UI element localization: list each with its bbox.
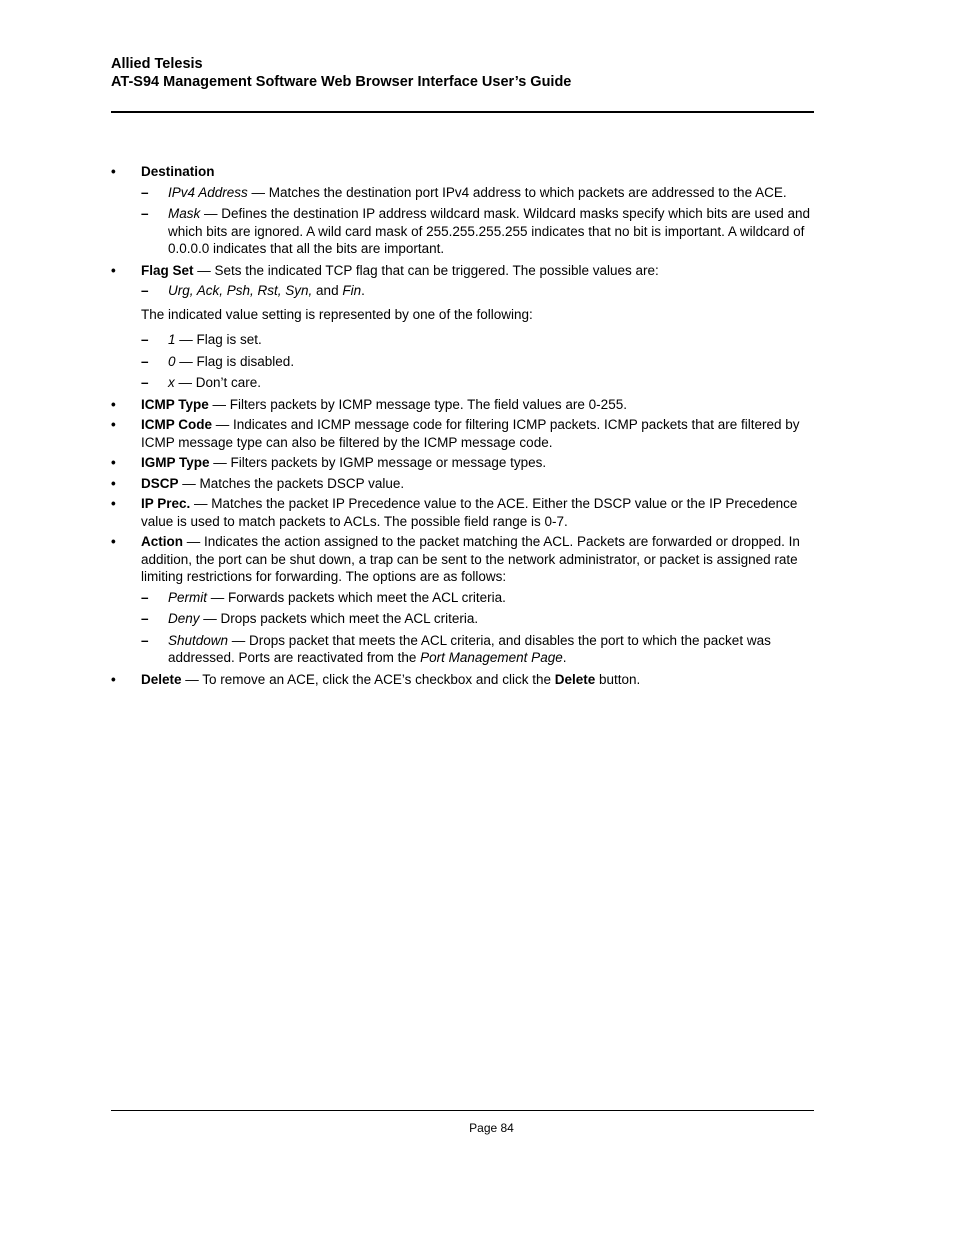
- bullet-dscp: [111, 475, 814, 493]
- dash-glyph: –: [141, 206, 149, 221]
- permit-text: — Forwards packets which meet the ACL criteria.: [207, 589, 506, 605]
- flag-x-text: — Don’t care.: [174, 375, 262, 390]
- flag-set-text: — Sets the indicated TCP flag that can be triggered. The possible values are:: [193, 262, 659, 278]
- dash-glyph: –: [141, 632, 149, 648]
- deny-term: Deny: [168, 611, 200, 626]
- bullet-igmp-type: [111, 454, 814, 472]
- delete-text: — To remove an ACE, click the ACE’s checkbox and click the: [181, 671, 555, 687]
- sub-action-shutdown: [111, 632, 814, 667]
- page-content: [111, 163, 814, 691]
- flag-1-text: — Flag is set.: [175, 332, 262, 347]
- bullet-glyph: •: [111, 496, 116, 511]
- flag-values-italic: Urg, Ack, Psh, Rst, Syn,: [168, 283, 313, 298]
- bullet-flag-set: [111, 262, 814, 280]
- flag-1-term: 1: [168, 332, 176, 347]
- bullet-ip-prec: [111, 495, 814, 530]
- flag-indicated-paragraph: The indicated value setting is represented by one of the following:: [141, 306, 533, 322]
- dscp-text: — Matches the packets DSCP value.: [178, 475, 405, 491]
- sub-action-deny: [111, 610, 814, 628]
- permit-term: Permit: [168, 589, 208, 605]
- igmp-type-label: IGMP Type: [141, 455, 210, 470]
- ip-prec-text: — Matches the packet IP Precedence value to the ACE. Either the DSCP value or the IP Precedence value is used to match packets to ACLs. The possible field range is 0-7.: [141, 496, 798, 529]
- flag-0-text: — Flag is disabled.: [175, 353, 295, 369]
- sub-flag-values: [111, 282, 814, 300]
- dash-glyph: –: [141, 589, 149, 605]
- bullet-glyph: •: [111, 262, 116, 278]
- deny-text: — Drops packets which meet the ACL criteria.: [199, 611, 479, 626]
- shutdown-term: Shutdown: [168, 632, 229, 648]
- document-title: AT-S94 Management Software Web Browser Interface User’s Guide: [111, 74, 572, 90]
- flag-set-label: Flag Set: [141, 262, 194, 278]
- icmp-code-label: ICMP Code: [141, 417, 213, 432]
- port-management-page-ref: Port Management Page: [420, 650, 563, 665]
- sub-mask: [111, 205, 814, 258]
- bullet-glyph: •: [111, 475, 116, 491]
- page-number: Page 84: [469, 1121, 514, 1135]
- sub-action-permit: [111, 589, 814, 607]
- bullet-glyph: •: [111, 455, 116, 470]
- flag-0-term: 0: [168, 353, 176, 369]
- dash-glyph: –: [141, 611, 149, 626]
- delete-end: button.: [595, 671, 641, 687]
- dscp-label: DSCP: [141, 475, 179, 491]
- bullet-delete: [111, 671, 814, 689]
- shutdown-end: .: [562, 650, 567, 665]
- footer-rule: [111, 1110, 814, 1111]
- destination-label: Destination: [141, 164, 215, 179]
- dash-glyph: –: [141, 353, 149, 369]
- icmp-code-text: — Indicates and ICMP message code for filtering ICMP packets. ICMP packets that are filtered by ICMP message type can also be filtered by the ICMP message code.: [141, 417, 800, 450]
- dash-glyph: –: [141, 375, 149, 390]
- delete-button-ref: Delete: [554, 671, 596, 687]
- delete-label: Delete: [141, 671, 182, 687]
- action-text: — Indicates the action assigned to the packet matching the ACL. Packets are forwarded or dropped. In addition, the port can be shut down, a trap can be sent to the network administrator, or packet is assigned rate limiting restrictions for forwarding. The options are as follows:: [141, 534, 800, 584]
- ipv4-term: IPv4 Address: [168, 184, 248, 200]
- company-name: Allied Telesis: [111, 56, 203, 72]
- bullet-action: [111, 533, 814, 586]
- sub-flag-set-0: [111, 353, 814, 371]
- shutdown-text: — Drops packet that meets the ACL criteria, and disables the port to which the packet was addressed. Ports are reactivated from the: [168, 632, 771, 665]
- mask-term: Mask: [168, 206, 201, 221]
- flag-values-last: Fin: [342, 283, 362, 298]
- bullet-glyph: •: [111, 534, 116, 549]
- document-header: [111, 55, 571, 91]
- header-rule: [111, 111, 814, 113]
- dash-glyph: –: [141, 283, 149, 298]
- flag-values-and: and: [312, 283, 343, 298]
- bullet-glyph: •: [111, 671, 116, 687]
- dash-glyph: –: [141, 332, 149, 347]
- flag-values-end: .: [361, 283, 365, 298]
- bullet-glyph: •: [111, 164, 116, 179]
- flag-x-term: x: [168, 375, 175, 390]
- bullet-glyph: •: [111, 417, 116, 432]
- igmp-type-text: — Filters packets by IGMP message or message types.: [209, 455, 547, 470]
- ipv4-text: — Matches the destination port IPv4 address to which packets are addressed to the ACE.: [247, 184, 787, 200]
- bullet-icmp-code: [111, 416, 814, 451]
- bullet-destination: [111, 163, 814, 181]
- action-label: Action: [141, 534, 183, 549]
- bullet-glyph: •: [111, 396, 116, 412]
- mask-text: — Defines the destination IP address wildcard mask. Wildcard masks specify which bits are used and which bits are ignored. A wild card mask of 255.255.255.255 indicates that no bit is important. A wildcard of 0.0.0.0 indicates that all the bits are important.: [168, 206, 811, 256]
- sub-flag-set-x: [111, 374, 814, 392]
- bullet-icmp-type: [111, 396, 814, 414]
- dash-glyph: –: [141, 184, 149, 200]
- icmp-type-label: ICMP Type: [141, 396, 209, 412]
- sub-flag-set-1: [111, 331, 814, 349]
- sub-ipv4-address: [111, 184, 814, 202]
- icmp-type-text: — Filters packets by ICMP message type. The field values are 0-255.: [208, 396, 627, 412]
- ip-prec-label: IP Prec.: [141, 496, 191, 511]
